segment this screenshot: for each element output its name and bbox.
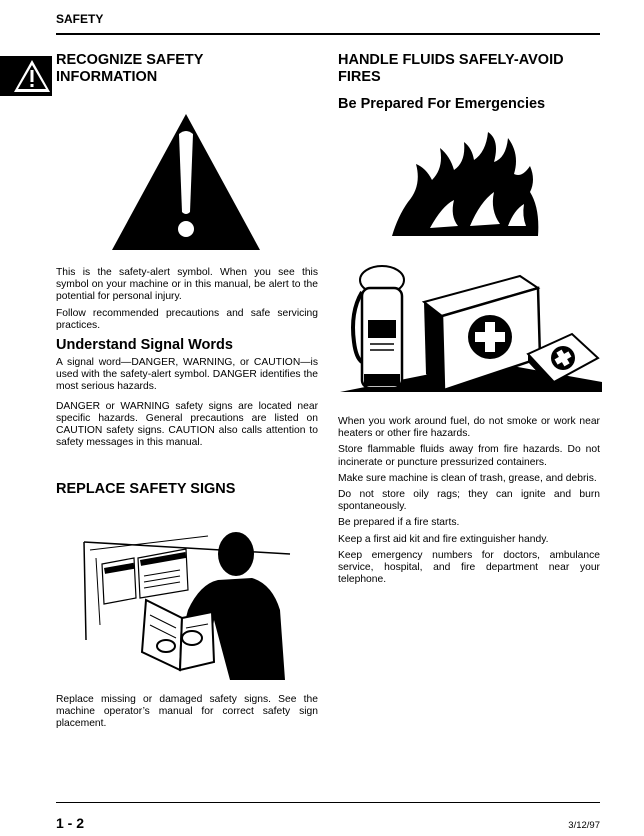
page-number: 1 - 2 xyxy=(56,815,85,831)
warning-tab-icon xyxy=(0,56,52,96)
subheading-signal-words: Understand Signal Words xyxy=(56,337,233,354)
paragraph-store-flammable: Store flammable fluids away from fire hazards. Do not incinerate or puncture pressurized containers. xyxy=(338,444,600,468)
footer-rule xyxy=(56,802,600,803)
heading-replace-safety-signs: REPLACE SAFETY SIGNS xyxy=(56,481,236,497)
paragraph-precautions: Follow recommended precautions and safe servicing practices. xyxy=(56,307,318,331)
flames-icon xyxy=(390,130,540,238)
left-text-block-1 xyxy=(56,267,318,453)
paragraph-emergency-numbers: Keep emergency numbers for doctors, ambulance service, hospital, and fire department near your telephone. xyxy=(338,549,600,586)
reading-safety-signs-icon xyxy=(80,520,295,685)
paragraph-oily-rags: Do not store oily rags; they can ignite and burn spontaneously. xyxy=(338,489,600,513)
subheading-be-prepared: Be Prepared For Emergencies xyxy=(338,96,546,112)
heading-handle-fluids: HANDLE FLUIDS SAFELY-AVOID FIRES xyxy=(338,52,564,85)
left-text-block-2 xyxy=(56,694,318,735)
paragraph-first-aid-kit: Keep a first aid kit and fire extinguisher handy. xyxy=(338,533,549,545)
right-text-block xyxy=(338,416,600,590)
safety-alert-symbol-icon xyxy=(110,112,262,252)
paragraph-safety-alert: This is the safety-alert symbol. When you see this symbol on your machine or in this manual, be alert to the potential for personal injury. xyxy=(56,267,318,303)
header-rule xyxy=(56,33,600,35)
left-column xyxy=(56,52,318,86)
paragraph-signal-word: A signal word—DANGER, WARNING, or CAUTION—is used with the safety-alert symbol. DANGER identifies the most serious hazards. xyxy=(56,357,318,393)
section-header: SAFETY xyxy=(56,12,104,26)
paragraph-clean-machine: Make sure machine is clean of trash, grease, and debris. xyxy=(338,472,597,484)
revision-date: 3/12/97 xyxy=(568,820,600,831)
paragraph-fire-starts: Be prepared if a fire starts. xyxy=(338,517,460,529)
paragraph-danger-warning: DANGER or WARNING safety signs are located near specific hazards. General precautions are listed on CAUTION safety signs. CAUTION also calls attention to safety messages in this manual. xyxy=(56,400,318,449)
heading-recognize-safety: RECOGNIZE SAFETY INFORMATION xyxy=(56,52,204,85)
paragraph-fuel: When you work around fuel, do not smoke or work near heaters or other fire hazards. xyxy=(338,416,600,440)
paragraph-replace-signs: Replace missing or damaged safety signs. See the machine operator’s manual for correct safety sign placement. xyxy=(56,694,318,730)
fire-extinguisher-and-first-aid-icon xyxy=(340,262,602,397)
left-heading-2-wrap xyxy=(56,481,318,498)
right-column xyxy=(338,52,600,113)
